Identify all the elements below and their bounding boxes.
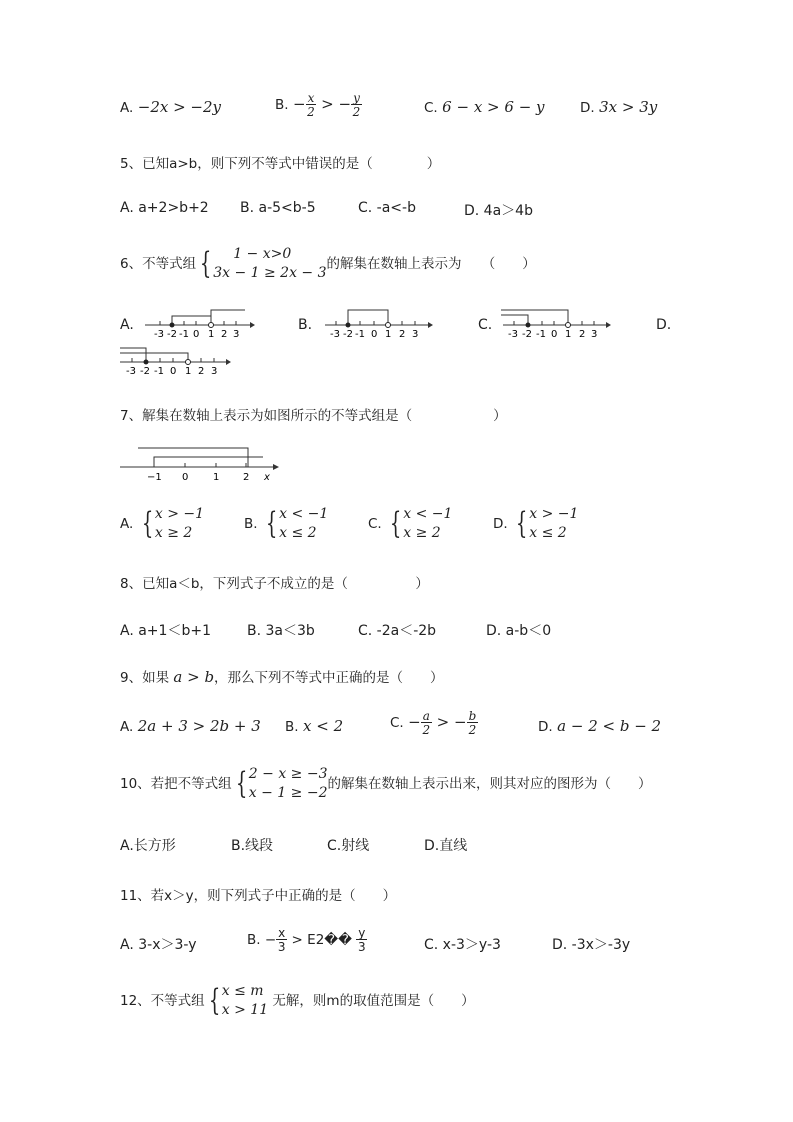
tick-label: 1 bbox=[185, 366, 192, 377]
tick-label: 2 bbox=[579, 329, 586, 340]
tick-label: -2 bbox=[343, 329, 353, 340]
tick-label: 1 bbox=[208, 329, 215, 340]
q4-option-d: D. 3x > 3y bbox=[580, 98, 658, 116]
q9-option-d: D. a − 2 < b − 2 bbox=[538, 717, 662, 735]
q6-number-line-a bbox=[140, 305, 255, 343]
tick-label: 0 bbox=[551, 329, 558, 340]
q7-stem: 7、解集在数轴上表示为如图所示的不等式组是（ ） bbox=[120, 408, 507, 424]
axis-var-label: x bbox=[264, 472, 270, 483]
q7-option-a: A. { x > −1 x ≥ 2 bbox=[120, 506, 205, 541]
q7-option-d: D. { x > −1 x ≤ 2 bbox=[493, 506, 579, 541]
tick-label: -3 bbox=[508, 329, 518, 340]
q9-option-c: C. − $\frac{a}{2}$ > − $\frac{b}{2}$ bbox=[390, 709, 477, 737]
q10-option-a: A.长方形 bbox=[120, 838, 176, 854]
q5-option-c: C. -a<-b bbox=[358, 200, 416, 216]
tick-label: 1 bbox=[385, 329, 392, 340]
tick-label: 3 bbox=[412, 329, 419, 340]
q8-option-d: D. a-b＜0 bbox=[486, 623, 552, 639]
q6-number-line-d bbox=[118, 343, 233, 379]
q11-option-b: B. − $\frac{x}{3}$ > E2�� $\frac{y}{3}$ bbox=[247, 926, 366, 954]
q7-option-b: B. { x < −1 x ≤ 2 bbox=[244, 506, 329, 541]
q8-option-b: B. 3a＜3b bbox=[247, 623, 315, 639]
tick-label: 3 bbox=[591, 329, 598, 340]
q6-option-d-label: D. bbox=[656, 317, 672, 333]
tick-label: 1 bbox=[213, 472, 220, 483]
q11-option-a: A. 3-x＞3-y bbox=[120, 937, 197, 953]
q10-option-b: B.线段 bbox=[231, 838, 274, 854]
tick-label: 3 bbox=[211, 366, 218, 377]
q11-option-c: C. x-3＞y-3 bbox=[424, 937, 501, 953]
q5-option-d: D. 4a＞4b bbox=[464, 203, 533, 219]
tick-label: -3 bbox=[154, 329, 164, 340]
q6-number-line-c bbox=[498, 305, 613, 343]
tick-label: 0 bbox=[182, 472, 189, 483]
tick-label: -2 bbox=[140, 366, 150, 377]
tick-label: -3 bbox=[330, 329, 340, 340]
q5-option-a: A. a+2>b+2 bbox=[120, 200, 209, 216]
q12-stem: 12、不等式组 { x ≤ m x > 11 无解，则m的取值范围是（ ） bbox=[120, 983, 475, 1018]
q9-stem: 9、如果 a > b，那么下列不等式中正确的是（ ） bbox=[120, 668, 444, 686]
tick-label: -1 bbox=[154, 366, 164, 377]
tick-label: -1 bbox=[355, 329, 365, 340]
q5-option-b: B. a-5<b-5 bbox=[240, 200, 316, 216]
tick-label: 2 bbox=[198, 366, 205, 377]
q8-stem: 8、已知a＜b，下列式子不成立的是（ ） bbox=[120, 576, 429, 592]
q6-number-line-b bbox=[320, 305, 435, 343]
q8-option-a: A. a+1＜b+1 bbox=[120, 623, 211, 639]
q8-option-c: C. -2a＜-2b bbox=[358, 623, 437, 639]
q6-stem: 6、不等式组 { 1 − x>0 3x − 1 ≥ 2x − 3 的解集在数轴上表示为 （ ） bbox=[120, 246, 536, 281]
tick-label: 0 bbox=[170, 366, 177, 377]
tick-label: 0 bbox=[371, 329, 378, 340]
tick-label: -2 bbox=[167, 329, 177, 340]
q4-option-b: B. − $\frac{x}{2}$ > − $\frac{y}{2}$ bbox=[275, 91, 361, 119]
q4-option-c: C. 6 − x > 6 − y bbox=[424, 98, 545, 116]
q4-option-a: A. −2x > −2y bbox=[120, 98, 222, 116]
q5-stem: 5、已知a>b，则下列不等式中错误的是（ ） bbox=[120, 156, 441, 172]
tick-label: 2 bbox=[243, 472, 250, 483]
q9-option-a: A. 2a + 3 > 2b + 3 bbox=[120, 717, 261, 735]
tick-label: 2 bbox=[399, 329, 406, 340]
q10-option-d: D.直线 bbox=[424, 838, 468, 854]
q9-option-b: B. x < 2 bbox=[285, 717, 344, 735]
tick-label: −1 bbox=[147, 472, 162, 483]
q11-option-d: D. -3x＞-3y bbox=[552, 937, 631, 953]
tick-label: -1 bbox=[179, 329, 189, 340]
q6-option-c-label: C. bbox=[478, 317, 493, 333]
q11-stem: 11、若x＞y，则下列式子中正确的是（ ） bbox=[120, 888, 397, 904]
tick-label: -2 bbox=[522, 329, 532, 340]
q6-option-b-label: B. bbox=[298, 317, 313, 333]
tick-label: -3 bbox=[126, 366, 136, 377]
q7-option-c: C. { x < −1 x ≥ 2 bbox=[368, 506, 453, 541]
tick-label: 1 bbox=[565, 329, 572, 340]
q7-number-line bbox=[118, 442, 283, 484]
tick-label: 0 bbox=[193, 329, 200, 340]
q10-option-c: C.射线 bbox=[327, 838, 370, 854]
q6-option-a-label: A. bbox=[120, 317, 134, 333]
tick-label: -1 bbox=[536, 329, 546, 340]
tick-label: 2 bbox=[221, 329, 228, 340]
q10-stem: 10、若把不等式组 { 2 − x ≥ −3 x − 1 ≥ −2 的解集在数轴上表示出来，则其对应的图形为（ ） bbox=[120, 766, 652, 801]
tick-label: 3 bbox=[233, 329, 240, 340]
